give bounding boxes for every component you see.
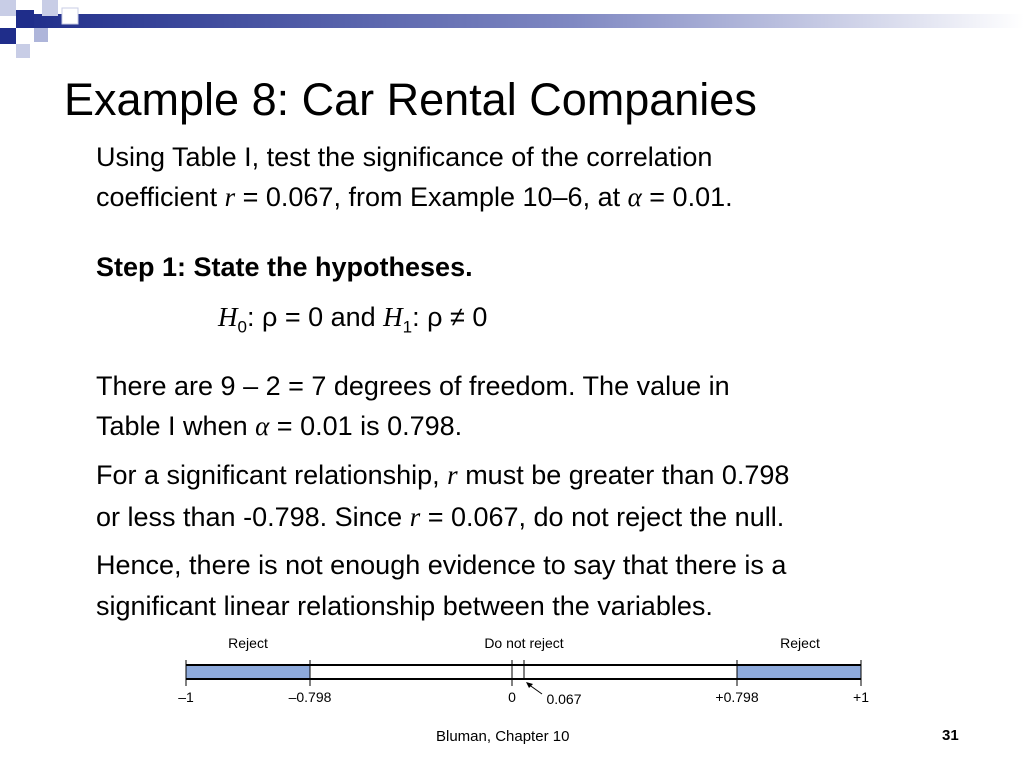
df-text: Table I when — [96, 411, 256, 441]
df-line-2 — [96, 406, 462, 446]
intro-text: Using Table I, test the significance of the correlation — [96, 142, 713, 172]
sig-text: For a significant relationship, — [96, 460, 448, 490]
deco-square — [16, 10, 34, 28]
r-value-label: 0.067 — [546, 691, 582, 707]
alpha-symbol: α — [255, 411, 270, 441]
intro-line-2 — [96, 177, 733, 217]
df-line-1: There are 9 – 2 = 7 degrees of freedom. The value in — [96, 371, 730, 401]
reject-left-label: Reject — [228, 635, 268, 651]
r-symbol: r — [224, 182, 236, 212]
reject-right-label: Reject — [780, 635, 820, 651]
deco-square — [62, 8, 78, 24]
deco-square — [34, 28, 48, 42]
h-subscript: 1 — [402, 317, 413, 337]
hypothesis-text: : ρ = 0 and — [246, 302, 384, 332]
footer-label: Bluman, Chapter 10 — [436, 728, 570, 745]
sig-text: or less than -0.798. Since — [96, 502, 410, 532]
alpha-symbol: α — [627, 182, 642, 212]
intro-line-1 — [96, 137, 712, 177]
page-number: 31 — [942, 727, 959, 744]
hypotheses — [218, 297, 487, 347]
h-subscript: 0 — [237, 317, 247, 337]
conclusion-line-2: significant linear relationship between the variables. — [96, 591, 713, 621]
header-decoration — [0, 0, 1024, 60]
significance-line-2 — [96, 497, 784, 537]
step-1-heading: Step 1: State the hypotheses. — [96, 252, 473, 282]
slide-title: Example 8: Car Rental Companies — [64, 74, 757, 125]
sig-text: must be greater than 0.798 — [457, 460, 790, 490]
r-symbol: r — [447, 460, 458, 490]
significance-line-1 — [96, 455, 789, 495]
hypothesis-text: : ρ ≠ 0 — [412, 302, 488, 332]
r-symbol: r — [409, 502, 421, 532]
deco-square — [16, 44, 30, 58]
critical-value-number-line — [176, 628, 876, 710]
intro-text: coefficient — [96, 182, 225, 212]
tick-label: +0.798 — [715, 689, 759, 705]
reject-region-right — [737, 665, 861, 679]
sig-text: = 0.067, do not reject the null. — [420, 502, 785, 532]
tick-label: –0.798 — [288, 689, 332, 705]
h-symbol: H — [218, 302, 238, 332]
deco-square — [42, 0, 58, 16]
tick-label: 0 — [508, 689, 516, 705]
do-not-reject-label: Do not reject — [484, 635, 564, 651]
conclusion-line-1: Hence, there is not enough evidence to say that there is a — [96, 550, 787, 580]
deco-square — [0, 28, 16, 44]
tick-label: –1 — [178, 689, 194, 705]
tick-label: +1 — [853, 689, 869, 705]
intro-text: = 0.067, from Example 10–6, at — [235, 182, 628, 212]
header-gradient-bar — [20, 14, 1024, 28]
h-symbol: H — [383, 302, 403, 332]
df-text: = 0.01 is 0.798. — [269, 411, 463, 441]
reject-region-left — [186, 665, 310, 679]
deco-square — [0, 0, 16, 16]
intro-text: = 0.01. — [641, 182, 733, 212]
